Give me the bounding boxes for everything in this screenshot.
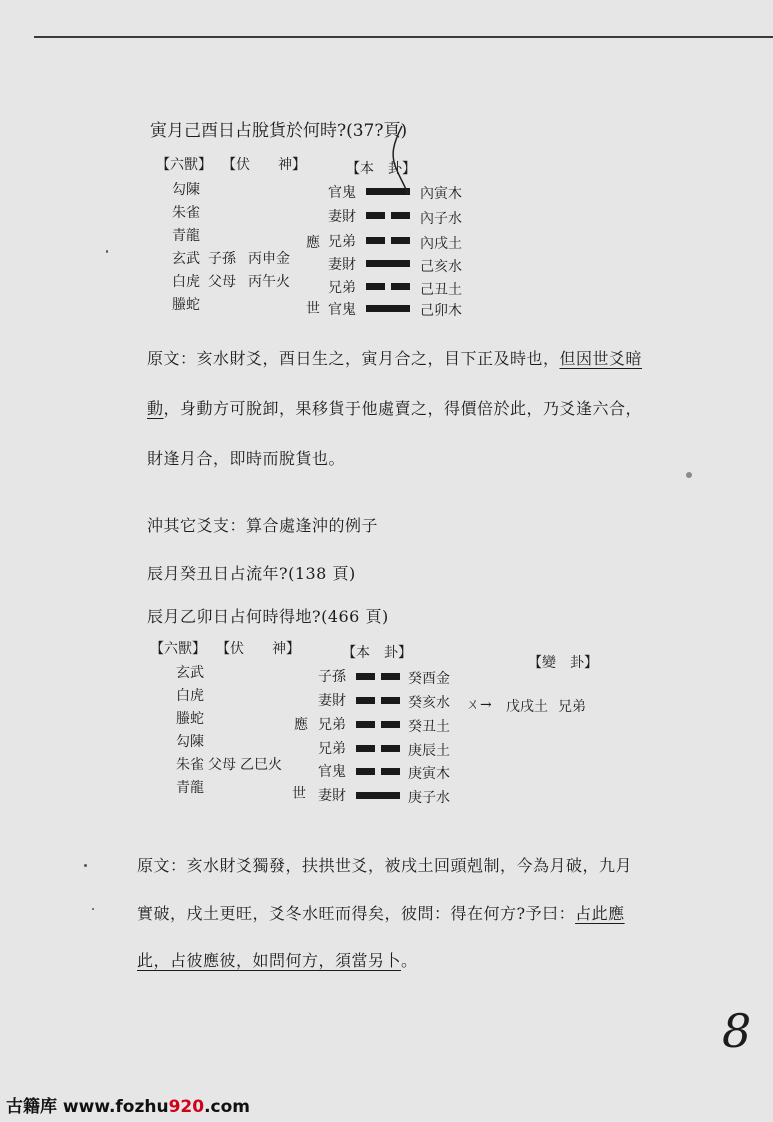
para2-line1: 原文：亥水財爻獨發，扶拱世爻，被戌土回頭剋制，今為月破，九月 (137, 856, 633, 875)
case1-fushen-0-rel: 子孫 (208, 251, 236, 267)
case1-yao-1-branch: 內子水 (420, 211, 462, 227)
para2-line2-underlined: 占此應 (575, 904, 625, 923)
case3-yao-0-rel: 子孫 (318, 669, 346, 685)
case1-liushou-5: 螣蛇 (172, 297, 200, 313)
case3-yao-line-1a (356, 697, 375, 704)
para2-line3-underlined: 此，占彼應彼，如問何方，須當另卜 (137, 951, 402, 970)
case3-label-fushen: 【伏 神】 (216, 641, 300, 657)
case3-yao-1-branch: 癸亥水 (408, 695, 450, 711)
watermark-cn: 古籍库 (6, 1097, 57, 1117)
header-rule (34, 36, 773, 38)
case2-title: 辰月癸丑日占流年?(138 頁) (147, 564, 356, 583)
case1-fushen-0-branch: 丙申金 (248, 251, 290, 267)
case1-yao-line-4b (391, 283, 410, 290)
case3-yao-line-0b (381, 673, 400, 680)
case1-title: 寅月己酉日占脫貨於何時?(37?頁) (150, 121, 408, 141)
para1-line1-text: 原文：亥水財爻，酉日生之，寅月合之，目下正及時也， (147, 349, 560, 368)
case3-yao-1-rel: 妻財 (318, 693, 346, 709)
case3-liushou-5: 青龍 (176, 780, 204, 796)
case1-yao-line-3 (366, 260, 410, 267)
para2-line2-text: 實破，戌土更旺，爻冬水旺而得矣，彼問：得在何方?予曰： (137, 904, 576, 923)
watermark-post: .com (204, 1097, 251, 1117)
case3-yao-5-rel: 妻財 (318, 788, 346, 804)
case3-yao-line-2a (356, 721, 375, 728)
case1-liushou-0: 勾陳 (172, 182, 200, 198)
para2-line3 (137, 948, 418, 971)
case3-yao-3-rel: 兄弟 (318, 741, 346, 757)
case3-yao-2-branch: 癸丑土 (408, 719, 450, 735)
case1-liushou-4: 白虎 (172, 274, 200, 290)
case1-yao-line-1b (391, 212, 410, 219)
section-heading: 沖其它爻支：算合處逢沖的例子 (147, 516, 379, 535)
case1-label-liushou: 【六獸】 (156, 157, 212, 173)
case3-yao-line-2b (381, 721, 400, 728)
case3-yao-line-4b (381, 768, 400, 775)
case3-yao-0-branch: 癸酉金 (408, 671, 450, 687)
scan-speck (106, 250, 108, 253)
case1-ying-marker: 應 (306, 235, 320, 251)
case1-yao-0-rel: 官鬼 (328, 185, 356, 201)
case1-yao-2-branch: 內戌土 (420, 236, 462, 252)
case1-yao-1-rel: 妻財 (328, 209, 356, 225)
case1-yao-5-rel: 官鬼 (328, 302, 356, 318)
case1-yao-line-2b (391, 237, 410, 244)
case1-liushou-1: 朱雀 (172, 205, 200, 221)
case1-liushou-2: 青龍 (172, 228, 200, 244)
case3-yao-line-3b (381, 745, 400, 752)
case3-yao-4-branch: 庚寅木 (408, 766, 450, 782)
case1-label-fushen: 【伏 神】 (222, 157, 306, 173)
watermark-num: 920 (168, 1097, 205, 1117)
case3-label-liushou: 【六獸】 (150, 641, 206, 657)
case1-yao-line-4a (366, 283, 385, 290)
case3-liushou-2: 螣蛇 (176, 711, 204, 727)
case1-yao-4-rel: 兄弟 (328, 280, 356, 296)
case3-yao-line-0a (356, 673, 375, 680)
scan-speck (92, 908, 94, 910)
case3-change-mark: ㄨ→ (466, 697, 492, 713)
case3-liushou-1: 白虎 (176, 688, 204, 704)
case1-yao-line-1a (366, 212, 385, 219)
case1-yao-2-rel: 兄弟 (328, 234, 356, 250)
watermark (6, 1092, 250, 1117)
case3-ying-marker: 應 (294, 717, 308, 733)
case3-fushen-branch: 乙巳火 (240, 757, 282, 773)
watermark-pre: www.fozhu (62, 1097, 169, 1117)
case3-change-rel: 兄弟 (558, 699, 586, 715)
case3-title: 辰月乙卯日占何時得地?(466 頁) (147, 607, 389, 626)
case1-liushou-3: 玄武 (172, 251, 200, 267)
handwritten-stroke-icon (384, 124, 414, 196)
case3-change-branch: 戊戌土 (506, 699, 548, 715)
para2-line2 (137, 901, 625, 924)
case1-label-bengua: 【本 卦】 (346, 161, 416, 177)
para1-line1-underlined: 但因世爻暗 (559, 349, 643, 368)
para1-line2 (147, 396, 642, 419)
case3-yao-5-branch: 庚子水 (408, 790, 450, 806)
case1-yao-0-branch: 內寅木 (420, 186, 462, 202)
page-number: 8 (722, 1004, 752, 1058)
case1-fushen-1-rel: 父母 (208, 274, 236, 290)
case3-label-bengua: 【本 卦】 (342, 645, 412, 661)
scan-speck (686, 472, 692, 478)
scan-speck (84, 864, 87, 867)
case3-yao-line-3a (356, 745, 375, 752)
para2-line3-text: 。 (401, 951, 418, 970)
case3-yao-2-rel: 兄弟 (318, 717, 346, 733)
case3-yao-line-4a (356, 768, 375, 775)
para1-line1 (147, 346, 642, 369)
case1-yao-4-branch: 己丑土 (420, 282, 462, 298)
case3-yao-3-branch: 庚辰土 (408, 743, 450, 759)
case1-fushen-1-branch: 丙午火 (248, 274, 290, 290)
case1-yao-3-rel: 妻財 (328, 257, 356, 273)
case1-shi-marker: 世 (306, 301, 320, 317)
case3-yao-line-5 (356, 792, 400, 799)
para1-line2-underlined: 動 (147, 399, 164, 418)
case3-liushou-0: 玄武 (176, 665, 204, 681)
case3-liushou-4: 朱雀 (176, 757, 204, 773)
case1-yao-line-5 (366, 305, 410, 312)
case3-fushen-rel: 父母 (208, 757, 236, 773)
case3-yao-line-1b (381, 697, 400, 704)
case3-yao-4-rel: 官鬼 (318, 764, 346, 780)
case1-yao-3-branch: 己亥水 (420, 259, 462, 275)
case3-liushou-3: 勾陳 (176, 734, 204, 750)
case1-yao-line-2a (366, 237, 385, 244)
case3-shi-marker: 世 (292, 786, 306, 802)
case3-label-biangua: 【變 卦】 (528, 655, 598, 671)
para1-line3: 財逢月合，即時而脫貨也。 (147, 449, 346, 468)
case1-yao-5-branch: 己卯木 (420, 303, 462, 319)
para1-line2-text: ，身動方可脫卸，果移貨于他處賣之，得價倍於此，乃爻逢六合， (163, 399, 643, 418)
